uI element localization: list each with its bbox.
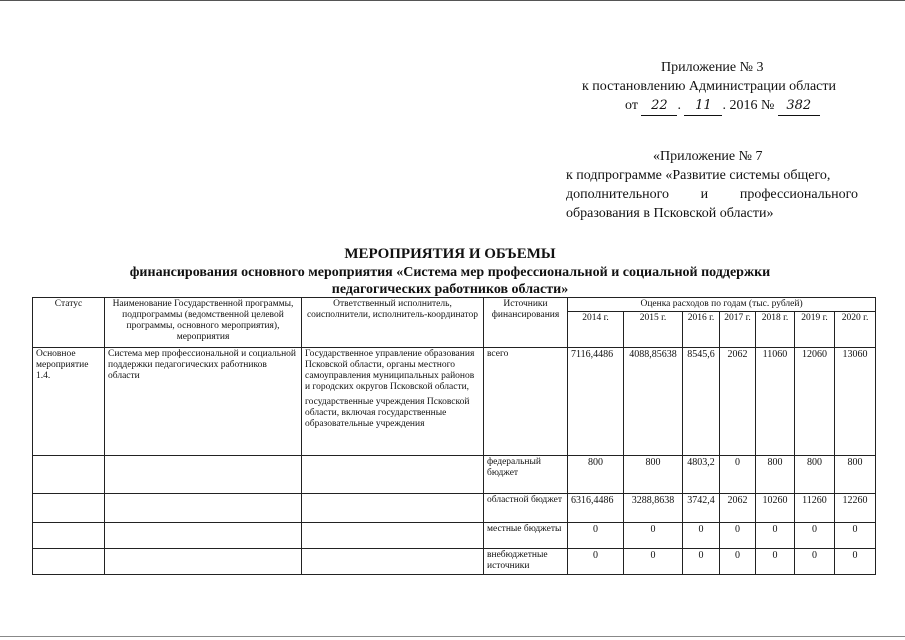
value-cell: 3288,8638 xyxy=(624,494,683,523)
from-label: от xyxy=(625,98,638,113)
source-cell: всего xyxy=(484,348,568,456)
header-sources: Источники финансирования xyxy=(484,298,568,348)
subtitle-line-1: финансирования основного мероприятия «Система мер профессиональной и социальной поддержки xyxy=(129,265,771,280)
value-cell: 6316,4486 xyxy=(568,494,624,523)
value-cell: 0 xyxy=(795,523,835,549)
header-year: 2018 г. xyxy=(756,312,795,348)
executor-cell xyxy=(302,348,484,456)
header-year: 2017 г. xyxy=(720,312,756,348)
appendix-7-line-2: к подпрограмме «Развитие системы общего, xyxy=(566,168,831,183)
header-executor: Ответственный исполнитель, соисполнители, исполнитель-координатор xyxy=(302,298,484,348)
value-cell: 12260 xyxy=(835,494,876,523)
value-cell: 2062 xyxy=(720,494,756,523)
table-row xyxy=(33,348,876,456)
value-cell: 13060 xyxy=(835,348,876,456)
executor-text-1: Государственное управление образования Псковской области, органы местного самоуправления муниципальных районов и городских округов Псковской области, xyxy=(305,349,475,392)
value-cell: 11260 xyxy=(795,494,835,523)
appendix-3-reference: к постановлению Администрации области xyxy=(582,79,836,94)
appendix-3-title: Приложение № 3 xyxy=(661,60,764,75)
value-cell: 0 xyxy=(756,523,795,549)
value-cell: 800 xyxy=(568,456,624,494)
header-row-1 xyxy=(33,298,876,312)
appendix-7-line-4: образования в Псковской области» xyxy=(566,206,774,221)
header-estimate: Оценка расходов по годам (тыс. рублей) xyxy=(568,298,876,312)
appendix-3-date-line: от 22 . 11 . 2016 № 382 xyxy=(566,96,866,116)
header-year: 2016 г. xyxy=(683,312,720,348)
value-cell: 0 xyxy=(568,549,624,575)
source-cell: внебюджетные источники xyxy=(484,549,568,575)
value-cell: 0 xyxy=(795,549,835,575)
value-cell: 0 xyxy=(835,549,876,575)
appendix-7-line-3: дополнительного и профессионального xyxy=(566,187,858,202)
subtitle-line-2: педагогических работников области» xyxy=(331,282,569,297)
table-row xyxy=(33,456,876,494)
value-cell: 10260 xyxy=(756,494,795,523)
value-cell: 0 xyxy=(756,549,795,575)
value-cell: 8545,6 xyxy=(683,348,720,456)
value-cell: 7116,4486 xyxy=(568,348,624,456)
value-cell: 800 xyxy=(795,456,835,494)
value-cell: 4803,2 xyxy=(683,456,720,494)
handwritten-number: 382 xyxy=(778,96,820,116)
top-border-line xyxy=(0,0,905,1)
program-name-cell: Система мер профессиональной и социальной поддержки педагогических работников области xyxy=(105,348,302,456)
value-cell: 12060 xyxy=(795,348,835,456)
value-cell: 0 xyxy=(624,523,683,549)
value-cell: 3742,4 xyxy=(683,494,720,523)
value-cell: 0 xyxy=(568,523,624,549)
value-cell: 0 xyxy=(720,523,756,549)
value-cell: 2062 xyxy=(720,348,756,456)
source-cell: местные бюджеты xyxy=(484,523,568,549)
source-cell: федеральный бюджет xyxy=(484,456,568,494)
document-title: МЕРОПРИЯТИЯ И ОБЪЕМЫ xyxy=(344,246,556,262)
value-cell: 800 xyxy=(756,456,795,494)
table-row xyxy=(33,549,876,575)
appendix-7-header xyxy=(566,147,858,223)
header-name: Наименование Государственной программы, подпрограммы (ведомственной целевой программы, основного мероприятия), мероприятия xyxy=(105,298,302,348)
value-cell: 0 xyxy=(683,549,720,575)
status-cell: Основное мероприятие 1.4. xyxy=(33,348,105,456)
header-status: Статус xyxy=(33,298,105,348)
bottom-border-line xyxy=(0,636,905,637)
value-cell: 0 xyxy=(720,456,756,494)
header-year: 2020 г. xyxy=(835,312,876,348)
header-year: 2014 г. xyxy=(568,312,624,348)
appendix-7-title: «Приложение № 7 xyxy=(653,149,763,164)
header-year: 2015 г. xyxy=(624,312,683,348)
value-cell: 0 xyxy=(624,549,683,575)
handwritten-month: 11 xyxy=(684,96,722,116)
table-row xyxy=(33,494,876,523)
handwritten-day: 22 xyxy=(641,96,677,116)
number-label: № xyxy=(760,98,775,113)
document-subtitle xyxy=(40,264,860,298)
financing-table xyxy=(32,297,876,575)
value-cell: 4088,85638 xyxy=(624,348,683,456)
year: 2016 xyxy=(729,98,758,113)
value-cell: 11060 xyxy=(756,348,795,456)
value-cell: 800 xyxy=(624,456,683,494)
header-year: 2019 г. xyxy=(795,312,835,348)
table-row xyxy=(33,523,876,549)
value-cell: 800 xyxy=(835,456,876,494)
appendix-3-header xyxy=(566,58,866,116)
value-cell: 0 xyxy=(835,523,876,549)
value-cell: 0 xyxy=(683,523,720,549)
executor-text-2: государственные учреждения Псковской области, включая государственные образовательные учреждения xyxy=(305,397,470,429)
source-cell: областной бюджет xyxy=(484,494,568,523)
value-cell: 0 xyxy=(720,549,756,575)
